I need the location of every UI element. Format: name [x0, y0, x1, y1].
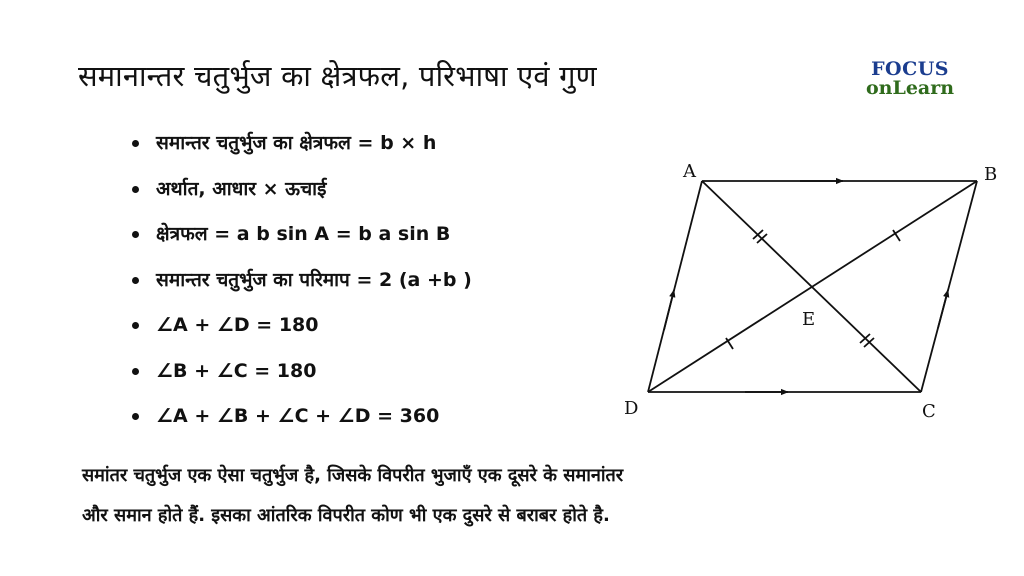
list-item-text: समान्तर चतुर्भुज का परिमाप = 2 (a +b ) [156, 268, 472, 291]
paragraph-line-2: और समान होते हैं. इसका आंतरिक विपरीत कोण भी एक दुसरे से बराबर होते है. [82, 505, 610, 526]
page-title: समानान्तर चतुर्भुज का क्षेत्रफल, परिभाषा एवं गुण [78, 59, 597, 93]
logo-line-2: onLearn [866, 77, 955, 99]
list-item-text: अर्थात, आधार × ऊचाई [156, 177, 327, 200]
list-item-text: समान्तर चतुर्भुज का क्षेत्रफल = b × h [156, 132, 437, 154]
side-da [648, 181, 702, 392]
list-item-text: ∠A + ∠B + ∠C + ∠D = 360 [156, 405, 440, 427]
definition-paragraph [82, 456, 982, 536]
paragraph-line-1: समांतर चतुर्भुज एक ऐसा चतुर्भुज है, जिसके विपरीत भुजाएँ एक दूसरे के समानांतर [82, 465, 624, 486]
side-cb [921, 181, 977, 392]
vertex-label-d: D [624, 398, 639, 419]
diagonal-db [648, 181, 977, 392]
list-item-text: ∠B + ∠C = 180 [156, 359, 317, 382]
vertex-label-e: E [802, 309, 816, 330]
arrow-cb [938, 290, 948, 328]
vertex-label-a: A [683, 161, 696, 182]
vertex-label-b: B [984, 164, 998, 185]
list-item-text: क्षेत्रफल = a b sin A = b a sin B [156, 223, 451, 245]
logo-line-1: FOCUS [871, 58, 950, 80]
arrow-da [664, 290, 674, 330]
list-item-text: ∠A + ∠D = 180 [156, 314, 319, 336]
vertex-label-c: C [922, 401, 936, 422]
